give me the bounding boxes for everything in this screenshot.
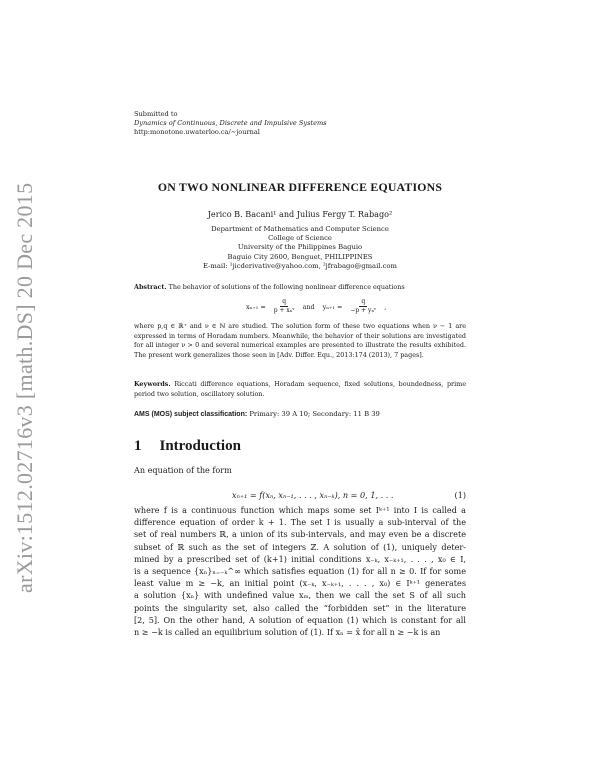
- submitted-to: Submitted to: [134, 110, 178, 118]
- ams-label: AMS (MOS) subject classification:: [134, 411, 248, 418]
- email-line: E-mail: ¹jicderivative@yahoo.com, ²jfrabago@gmail.com: [203, 261, 397, 270]
- body-line: set of real numbers ℝ, a union of its sub-intervals, and may even be a discrete: [134, 529, 466, 540]
- eq1-numerator: q: [282, 298, 287, 305]
- eq1-fraction: [274, 298, 295, 315]
- affiliation-line: College of Science: [268, 234, 332, 243]
- journal-name: Dynamics of Continuous, Discrete and Impulsive Systems: [134, 119, 327, 127]
- keywords-label: Keywords.: [134, 380, 171, 388]
- keywords-block: [134, 380, 466, 399]
- equation-number: (1): [454, 490, 466, 500]
- ams-text: Primary: 39 A 10; Secondary: 11 B 39: [249, 410, 380, 418]
- intro-paragraph: [134, 504, 466, 638]
- section-number: 1: [134, 438, 142, 454]
- body-line: is a sequence {xₙ}ₙ₌₋ₖ^∞ which satisfies equation (1) for all n ≥ 0. If for some: [134, 566, 466, 577]
- intro-lead: An equation of the form: [134, 465, 232, 475]
- section-title: Introduction: [159, 438, 241, 454]
- ams-classification: [134, 410, 466, 418]
- body-line: mined by a prescribed set of (k+1) initial conditions x₋ₖ, x₋ₖ₊₁, . . . , x₀ ∈ I,: [134, 553, 466, 564]
- body-line: least value m ≥ −k, an initial point (x₋ₖ, x₋ₖ₊₁, . . . , x₀) ∈ Iᵏ⁺¹ generates: [134, 578, 466, 589]
- author-list: Jerico B. Bacani¹ and Julius Fergy T. Rabago²: [207, 209, 393, 219]
- eq2-numerator: q: [361, 298, 366, 305]
- body-line: n ≥ −k is called an equilibrium solution of (1). If xₙ = x̄ for all n ≥ −k is an: [134, 627, 441, 638]
- body-line: where f is a continuous function which maps some set Iᵏ⁺¹ into I is called a: [134, 505, 466, 515]
- affiliation-line: Baguio City 2600, Benguet, PHILIPPINES: [227, 252, 373, 261]
- affiliation-block: [134, 225, 466, 271]
- eq2-denominator: −p + yₙᵛ: [350, 307, 377, 314]
- submission-header: [134, 110, 454, 137]
- affiliation-line: Department of Mathematics and Computer Science: [211, 225, 389, 233]
- abstract-equations: [246, 298, 396, 315]
- abstract-intro-text: The behavior of solutions of the following nonlinear difference equations: [168, 283, 405, 291]
- arxiv-identifier: arXiv:1512.02716v3 [math.DS] 20 Dec 2015: [12, 182, 37, 593]
- eq1-denominator: p + xₙᵛ: [273, 307, 295, 314]
- abstract-intro: [134, 283, 466, 292]
- journal-url[interactable]: http:monotone.uwaterloo.ca/∼journal: [134, 128, 260, 136]
- eq-connector: and: [302, 302, 315, 311]
- body-line: difference equation of order k + 1. The set I is usually a sub-interval of the: [134, 517, 466, 528]
- affiliation-line: University of the Philippines Baguio: [237, 243, 363, 252]
- equation-expression: xₙ₊₁ = f(xₙ, xₙ₋₁, . . . , xₙ₋ₖ), n = 0, 1, . . .: [232, 490, 394, 500]
- abstract-label: Abstract.: [134, 283, 167, 291]
- eq1-lhs: xₙ₊₁ =: [246, 302, 266, 311]
- eq2-fraction: [350, 298, 376, 315]
- section-heading: [134, 438, 466, 455]
- body-line: subset of ℝ such as the set of integers ℤ. A solution of (1), uniquely deter-: [134, 541, 466, 552]
- eq2-lhs: yₙ₊₁ =: [322, 302, 343, 311]
- body-line: points the singularity set, also called the “forbidden set” in the literature: [134, 602, 466, 613]
- paper-title: ON TWO NONLINEAR DIFFERENCE EQUATIONS: [157, 180, 443, 194]
- body-line: a solution {xₙ} with undefined value xₘ, then we call the set S of all such: [134, 590, 466, 601]
- body-line: [2, 5]. On the other hand, A solution of equation (1) which is constant for all: [134, 614, 466, 625]
- keywords-text: Riccati difference equations, Horadam sequence, fixed solutions, boundedness, prime period two solution, oscillatory solution.: [134, 380, 466, 398]
- abstract-body: where p,q ∈ ℝ⁺ and ν ∈ ℕ are studied. The solution form of these two equations when ν − 1 are expressed in terms of Horadam numbers. Meanwhile, the behavior of their solutions are investigated for all integer ν > 0 and several numerical examples are presented to illustrate the results exhibited. The present work generalizes those seen in [Adv. Differ. Equ., 2013:174 (2013), 7 pages].: [134, 322, 466, 360]
- eq-end-punct: ,: [384, 302, 387, 311]
